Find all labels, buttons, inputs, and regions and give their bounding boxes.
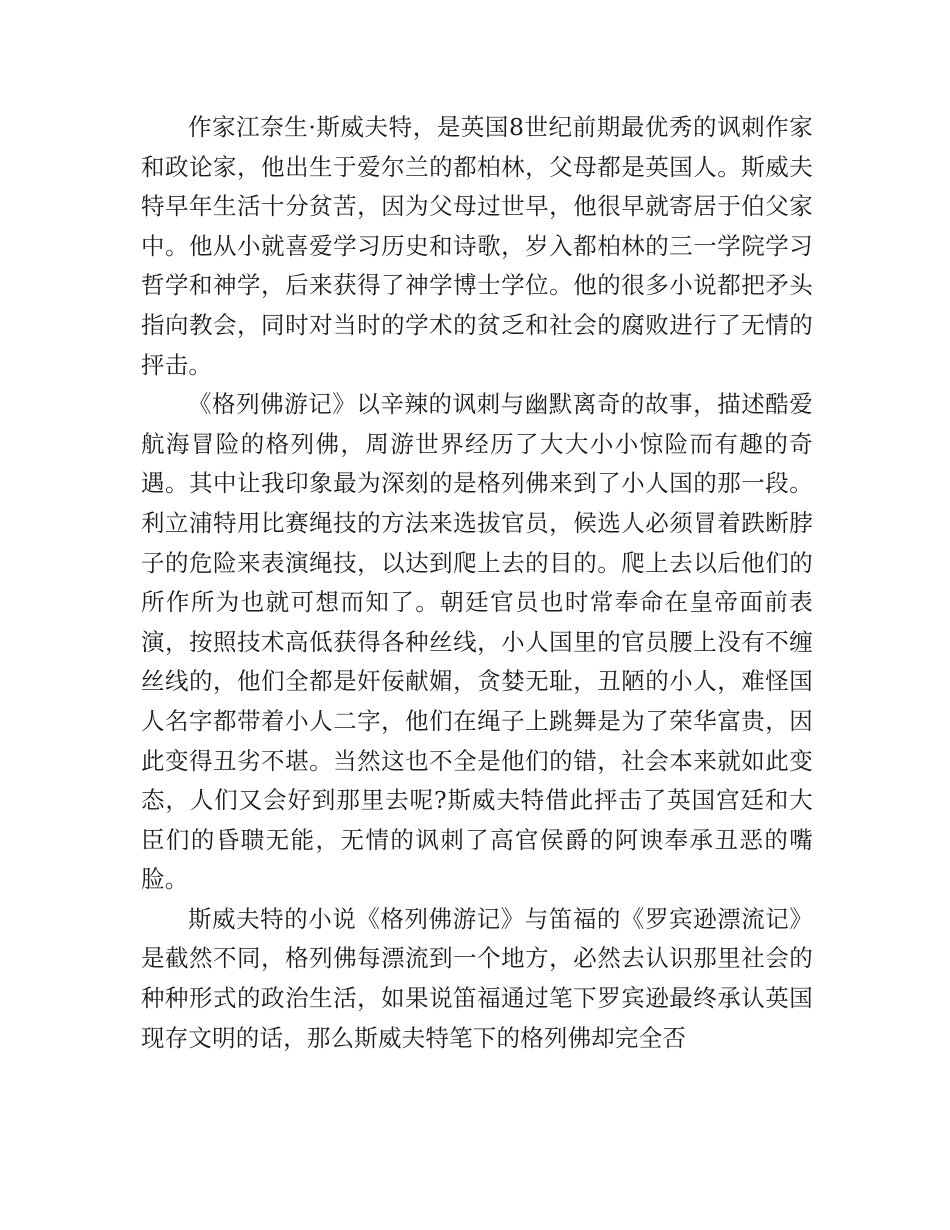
paragraph-3: 斯威夫特的小说《格列佛游记》与笛福的《罗宾逊漂流记》是截然不同，格列佛每漂流到一个地方，必然去认识那里社会的种种形式的政治生活，如果说笛福通过笔下罗宾逊最终承认英国现存文明的话，那么斯威夫特笔下的格列佛却完全否 [141, 904, 813, 1052]
paragraph-2: 《格列佛游记》以辛辣的讽刺与幽默离奇的故事，描述酷爱航海冒险的格列佛，周游世界经历了大大小小惊险而有趣的奇遇。其中让我印象最为深刻的是格列佛来到了小人国的那一段。利立浦特用比赛绳技的方法来选拔官员，候选人必须冒着跌断脖子的危险来表演绳技，以达到爬上去的目的。爬上去以后他们的所作所为也就可想而知了。朝廷官员也时常奉命在皇帝面前表演，按照技术高低获得各种丝线，小人国里的官员腰上没有不缠丝线的，他们全都是奸佞献媚，贪婪无耻，丑陋的小人，难怪国人名字都带着小人二字，他们在绳子上跳舞是为了荣华富贵，因此变得丑劣不堪。当然这也不全是他们的错，社会本来就如此变态，人们又会好到那里去呢?斯威夫特借此抨击了英国宫廷和大臣们的昏聩无能，无情的讽刺了高官侯爵的阿谀奉承丑恶的嘴脸。 [141, 390, 813, 894]
paragraph-1: 作家江奈生·斯威夫特，是英国8世纪前期最优秀的讽刺作家和政论家，他出生于爱尔兰的都柏林，父母都是英国人。斯威夫特早年生活十分贫苦，因为父母过世早，他很早就寄居于伯父家中。他从小就喜爱学习历史和诗歌，岁入都柏林的三一学院学习哲学和神学，后来获得了神学博士学位。他的很多小说都把矛头指向教会，同时对当时的学术的贫乏和社会的腐败进行了无情的抨击。 [141, 113, 813, 379]
document-body [141, 108, 813, 1058]
